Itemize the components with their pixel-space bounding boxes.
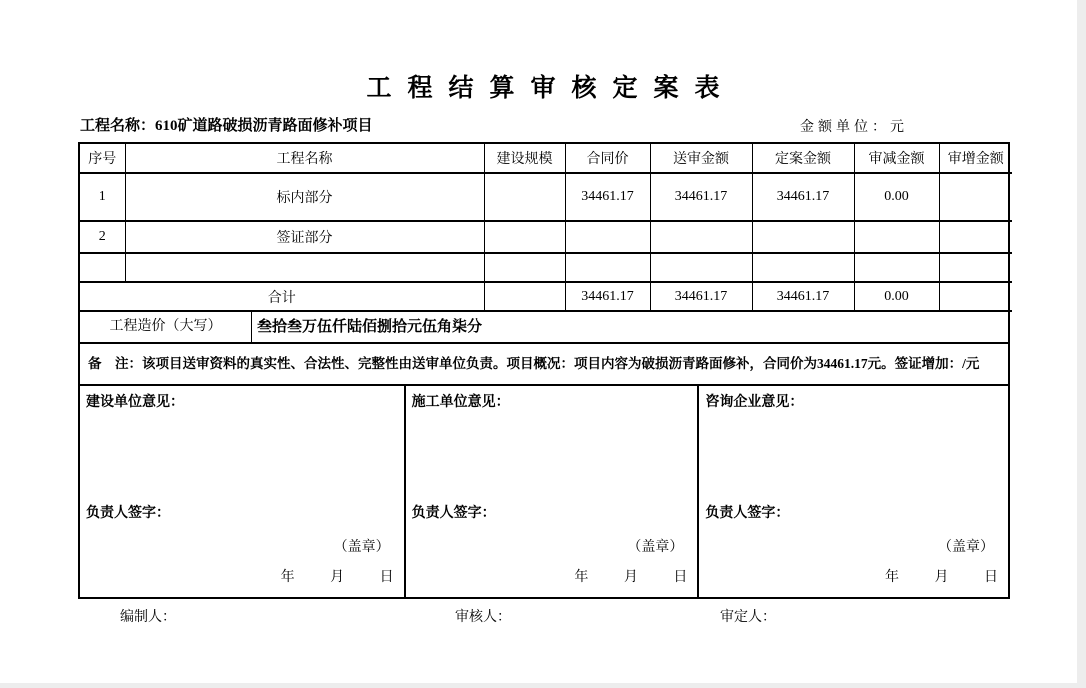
meta-row <box>78 114 1010 138</box>
cell-reduced-amount <box>854 253 939 282</box>
signers-footer <box>78 606 1010 628</box>
page-right-edge <box>1077 0 1086 688</box>
total-increased-amount <box>939 282 1012 311</box>
year-label: 年 <box>280 570 295 585</box>
cell-increased-amount <box>939 173 1012 221</box>
month-label: 月 <box>330 570 345 585</box>
cell-submitted-amount <box>650 221 752 253</box>
cell-contract-price: 34461.17 <box>565 173 650 221</box>
page-title: 工程结算审核定案表 <box>366 75 736 102</box>
cell-seq <box>80 253 125 282</box>
preparer-label: 编制人： <box>120 610 176 625</box>
cell-contract-price <box>565 221 650 253</box>
consultant-seal-label: （盖章） <box>937 540 994 555</box>
approver-label: 审定人： <box>720 610 776 625</box>
total-scale <box>484 282 565 311</box>
cost-in-words-label: 工程造价（大写） <box>80 312 252 342</box>
cell-scale <box>484 221 565 253</box>
table-row <box>80 173 1012 221</box>
consultant-opinion-title: 咨询企业意见： <box>705 395 804 410</box>
cell-reduced-amount: 0.00 <box>854 173 939 221</box>
cell-finalized-amount <box>752 253 854 282</box>
cell-project-name <box>125 253 484 282</box>
owner-opinion-title: 建设单位意见： <box>86 395 184 410</box>
header-contract-price: 合同价 <box>565 144 650 173</box>
cost-in-words-value: 叁拾叁万伍仟陆佰捌拾元伍角柒分 <box>257 319 483 335</box>
owner-date-line <box>281 566 394 586</box>
table-row <box>80 221 1012 253</box>
cell-submitted-amount <box>650 253 752 282</box>
total-reduced-amount: 0.00 <box>854 282 939 311</box>
month-label: 月 <box>934 570 949 585</box>
table-row <box>80 253 1012 282</box>
cell-project-name: 标内部分 <box>125 173 484 221</box>
cell-contract-price <box>565 253 650 282</box>
reviewer-label: 审核人： <box>455 610 511 625</box>
remark-row <box>80 344 1008 386</box>
cell-increased-amount <box>939 253 1012 282</box>
cell-scale <box>484 173 565 221</box>
consultant-date-line <box>885 566 998 586</box>
contractor-seal-label: （盖章） <box>627 540 684 555</box>
month-label: 月 <box>623 570 638 585</box>
header-reduced-amount: 审减金额 <box>854 144 939 173</box>
contractor-opinion-box <box>404 386 698 597</box>
cell-increased-amount <box>939 221 1012 253</box>
header-scale: 建设规模 <box>484 144 565 173</box>
contractor-sign-label: 负责人签字： <box>411 506 496 521</box>
cell-finalized-amount: 34461.17 <box>752 173 854 221</box>
cell-scale <box>484 253 565 282</box>
owner-seal-label: （盖章） <box>333 540 390 555</box>
header-seq: 序号 <box>80 144 125 173</box>
year-label: 年 <box>574 570 589 585</box>
owner-sign-label: 负责人签字： <box>86 506 170 521</box>
header-finalized-amount: 定案金额 <box>752 144 854 173</box>
cell-seq: 1 <box>80 173 125 221</box>
total-contract-price: 34461.17 <box>565 282 650 311</box>
contractor-date-line <box>574 566 687 586</box>
cell-finalized-amount <box>752 221 854 253</box>
day-label: 日 <box>379 570 394 585</box>
total-finalized-amount: 34461.17 <box>752 282 854 311</box>
table-header-row <box>80 144 1012 173</box>
cell-seq: 2 <box>80 221 125 253</box>
total-label: 合计 <box>80 282 484 311</box>
amounts-table <box>80 144 1012 312</box>
year-label: 年 <box>884 570 899 585</box>
settlement-table <box>78 142 1010 599</box>
opinion-row <box>80 386 1008 597</box>
total-row <box>80 282 1012 311</box>
contractor-opinion-title: 施工单位意见： <box>411 395 510 410</box>
header-submitted-amount: 送审金额 <box>650 144 752 173</box>
day-label: 日 <box>673 570 688 585</box>
remark-label: 备 注： <box>88 356 142 371</box>
cost-in-words-row <box>80 312 1008 344</box>
header-project-name: 工程名称 <box>125 144 484 173</box>
day-label: 日 <box>983 570 998 585</box>
amount-unit-label: 金额单位：元 <box>800 120 908 135</box>
total-submitted-amount: 34461.17 <box>650 282 752 311</box>
header-increased-amount: 审增金额 <box>939 144 1012 173</box>
remark-text: 该项目送审资料的真实性、合法性、完整性由送审单位负责。项目概况：项目内容为破损沥青路面修补，合同价为34461.17元。签证增加：/元 <box>142 356 980 371</box>
consultant-sign-label: 负责人签字： <box>705 506 790 521</box>
cell-reduced-amount <box>854 221 939 253</box>
consultant-opinion-box <box>697 386 1008 597</box>
cell-project-name: 签证部分 <box>125 221 484 253</box>
page-bottom-edge <box>0 683 1086 688</box>
cell-submitted-amount: 34461.17 <box>650 173 752 221</box>
owner-opinion-box <box>80 386 404 597</box>
project-name: 工程名称：610矿道路破损沥青路面修补项目 <box>80 118 373 134</box>
